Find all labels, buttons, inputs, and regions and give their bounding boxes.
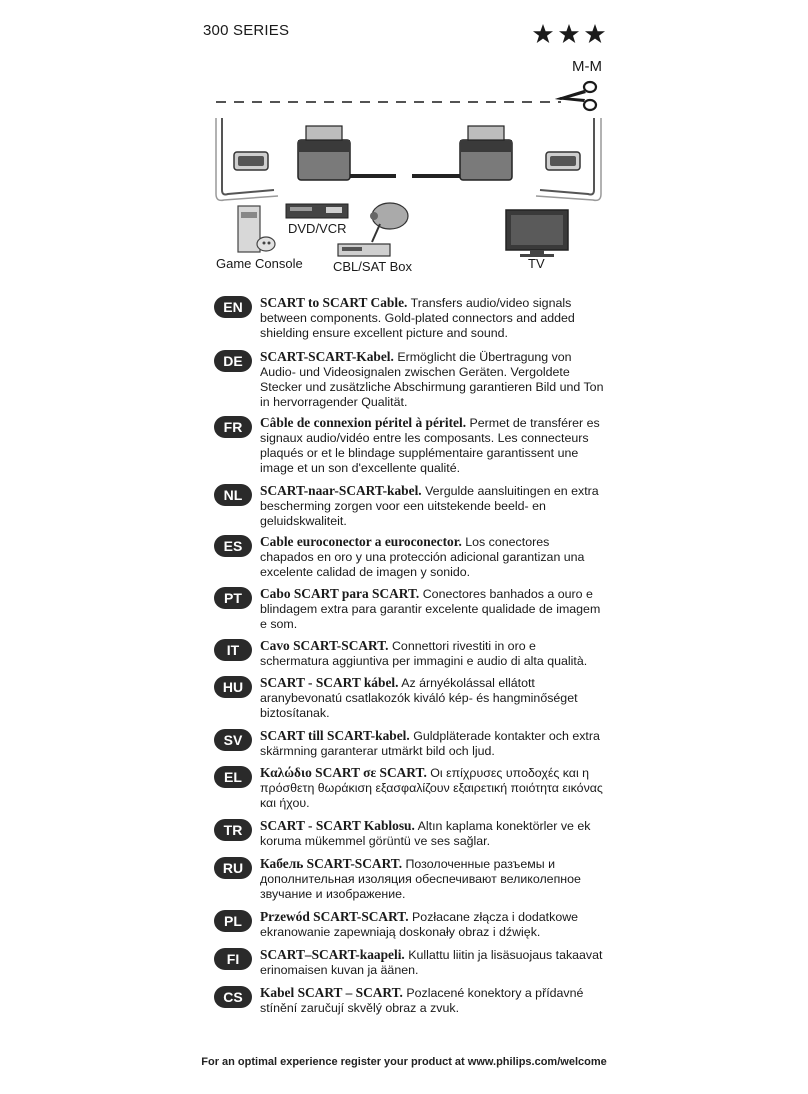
entry-description: Позолоченные разъемы и дополнительная изоляция обеспечивают великолепное звучание и изображение. [260, 857, 581, 901]
language-badge: EN [214, 296, 252, 318]
entry-title: SCART - SCART Kablosu. [260, 818, 415, 833]
cbl-sat-box-icon [338, 244, 390, 256]
entry-title: Καλώδιο SCART σε SCART. [260, 765, 427, 780]
entry-title: SCART-naar-SCART-kabel. [260, 483, 422, 498]
entry-description: Pozlacené konektory a přídavné stínění zaručují skvělý obraz a zvuk. [260, 986, 584, 1015]
entry-text [260, 295, 604, 341]
entry-text [260, 349, 604, 410]
language-badge: SV [214, 729, 252, 751]
right-scart-plug [412, 126, 512, 180]
tv-icon [506, 210, 568, 257]
entry-description: Οι επίχρυσες υποδοχές και η πρόσθετη θωράκιση εξασφαλίζουν εξαιρετική ποιότητα εικόνας και ήχου. [260, 766, 603, 810]
star-icon [559, 24, 579, 43]
entry-title: Kabel SCART – SCART. [260, 985, 403, 1000]
dvd-vcr-icon [286, 204, 348, 218]
satellite-dish-icon [370, 203, 408, 242]
entry-description: Vergulde aansluitingen en extra bescherming zorgen voor een uitstekende beeld- en geluidskwaliteit. [260, 484, 599, 528]
entry-description: Pozłacane złącza i dodatkowe ekranowanie zapewniają doskonały obraz i dźwięk. [260, 910, 579, 939]
entry-title: SCART - SCART kábel. [260, 675, 399, 690]
language-badge: HU [214, 676, 252, 698]
star-icon [585, 24, 605, 43]
entry-text [260, 985, 604, 1016]
language-badge: ES [214, 535, 252, 557]
scissors-icon [553, 80, 601, 112]
entry-description: Ermöglicht die Übertragung von Audio- und Videosignalen zwischen Geräten. Vergoldete Stecker und zusätzliche Abschirmung garantieren Bild und Ton in hervorragender Qualität. [260, 350, 604, 409]
rating-stars [532, 22, 606, 48]
entry-text [260, 534, 604, 580]
language-badge: TR [214, 819, 252, 841]
right-socket-panel [536, 118, 601, 200]
entry-description: Connettori rivestiti in oro e schermatura aggiuntiva per immagini e audio di alta qualità. [260, 639, 588, 668]
entry-title: Câble de connexion péritel à péritel. [260, 415, 467, 430]
entry-description: Los conectores chapados en oro y una protección adicional garantizan una excelente calidad de imagen y sonido. [260, 535, 585, 579]
entry-title: Cabo SCART para SCART. [260, 586, 420, 601]
product-illustration [214, 118, 604, 278]
entry-text [260, 856, 604, 902]
entry-description: Conectores banhados a ouro e blindagem extra para garantir excelente qualidade de imagem e som. [260, 587, 601, 631]
entry-text [260, 909, 604, 940]
left-scart-plug [298, 126, 396, 180]
entry-description: Guldpläterade kontakter och extra skärmning garanterar utmärkt bild och ljud. [260, 729, 600, 758]
entry-text [260, 675, 604, 721]
language-badge: FR [214, 416, 252, 438]
language-badge: FI [214, 948, 252, 970]
entry-description: Altın kaplama konektörler ve ek koruma mükemmel görüntü ve ses sağlar. [260, 819, 591, 848]
entry-text [260, 638, 604, 669]
entry-text [260, 947, 604, 978]
registration-footer: For an optimal experience register your product at www.philips.com/welcome [201, 1056, 607, 1068]
language-badge: RU [214, 857, 252, 879]
entry-description: Transfers audio/video signals between components. Gold-plated connectors and added shielding ensure excellent picture and sound. [260, 296, 575, 340]
device-label-dvd-vcr: DVD/VCR [288, 221, 347, 236]
entry-description: Kullattu liitin ja lisäsuojaus takaavat erinomaisen kuvan ja äänen. [260, 948, 603, 977]
entry-text [260, 818, 604, 849]
entry-title: Cable euroconector a euroconector. [260, 534, 462, 549]
language-badge: NL [214, 484, 252, 506]
entry-text [260, 483, 604, 529]
left-socket-panel [216, 118, 278, 200]
entry-title: SCART till SCART-kabel. [260, 728, 410, 743]
entry-text [260, 728, 604, 759]
entry-title: SCART-SCART-Kabel. [260, 349, 394, 364]
language-badge: CS [214, 986, 252, 1008]
entry-description: Az árnyékolással ellátott aranybevonatú csatlakozók kiváló kép- és hangminőséget biztosítanak. [260, 676, 578, 720]
type-code: M-M [572, 58, 602, 75]
language-badge: PL [214, 910, 252, 932]
entry-title: SCART–SCART-kaapeli. [260, 947, 405, 962]
entry-description: Permet de transférer es signaux audio/vidéo entre les composants. Les connecteurs plaqués or et le blindage supplémentaire garantissent une image et un son d'excellente qualité. [260, 416, 600, 475]
device-label-cbl-sat-box: CBL/SAT Box [333, 259, 412, 274]
device-label-game-console: Game Console [216, 256, 303, 271]
cut-line [216, 98, 561, 106]
game-console-icon [238, 206, 275, 252]
entry-title: Cavo SCART-SCART. [260, 638, 389, 653]
entry-text [260, 586, 604, 632]
language-badge: DE [214, 350, 252, 372]
language-badge: PT [214, 587, 252, 609]
entry-text [260, 765, 604, 811]
entry-title: Przewód SCART-SCART. [260, 909, 409, 924]
entry-title: Кабель SCART-SCART. [260, 856, 403, 871]
series-label: 300 SERIES [203, 22, 290, 39]
star-icon [533, 24, 553, 43]
language-badge: EL [214, 766, 252, 788]
device-label-tv: TV [528, 256, 545, 271]
entry-text [260, 415, 604, 476]
language-badge: IT [214, 639, 252, 661]
entry-title: SCART to SCART Cable. [260, 295, 408, 310]
